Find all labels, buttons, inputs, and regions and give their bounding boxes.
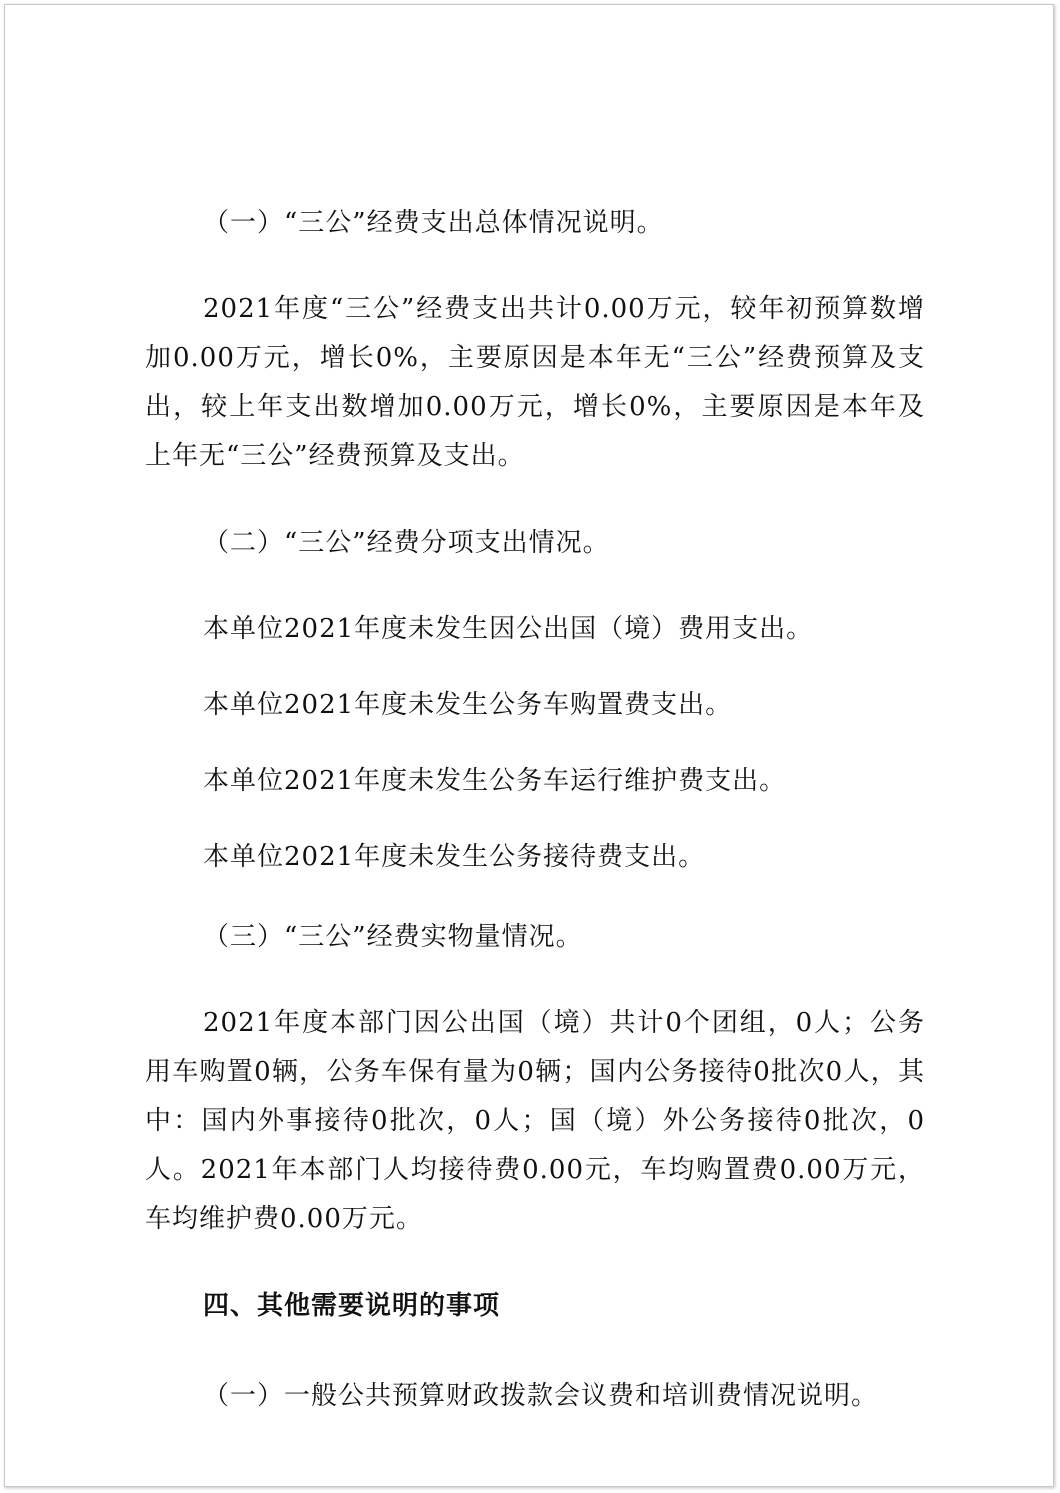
subsection-heading: （一）一般公共预算财政拨款会议费和培训费情况说明。 (203, 1381, 879, 1411)
section-line-2-2: 本单位2021年度未发生公务车购置费支出。 (203, 690, 733, 720)
section-line-2-1: 本单位2021年度未发生因公出国（境）费用支出。 (203, 614, 814, 644)
section-paragraph-1: 2021年度“三公”经费支出共计0.00万元，较年初预算数增加0.00万元，增长0%，主要原因是本年无“三公”经费预算及支出，较上年支出数增加0.00万元，增长0%，主要原因是本年及上年无“三公”经费预算及支出。 (145, 294, 925, 471)
section-line-2-4: 本单位2021年度未发生公务接待费支出。 (203, 842, 706, 872)
section-heading-2: （二）“三公”经费分项支出情况。 (203, 528, 610, 558)
page-content (145, 195, 925, 1458)
section-paragraph-3: 2021年度本部门因公出国（境）共计0个团组，0人；公务用车购置0辆，公务车保有量为0辆；国内公务接待0批次0人，其中：国内外事接待0批次，0人；国（境）外公务接待0批次，0人。2021年本部门人均接待费0.00元，车均购置费0.00万元，车均维护费0.00万元。 (145, 1008, 925, 1234)
chapter-heading: 四、其他需要说明的事项 (203, 1291, 501, 1321)
section-heading-3: （三）“三公”经费实物量情况。 (203, 922, 583, 952)
section-heading-1: （一）“三公”经费支出总体情况说明。 (203, 208, 664, 238)
section-line-2-3: 本单位2021年度未发生公务车运行维护费支出。 (203, 766, 787, 796)
document-page (4, 4, 1054, 1487)
